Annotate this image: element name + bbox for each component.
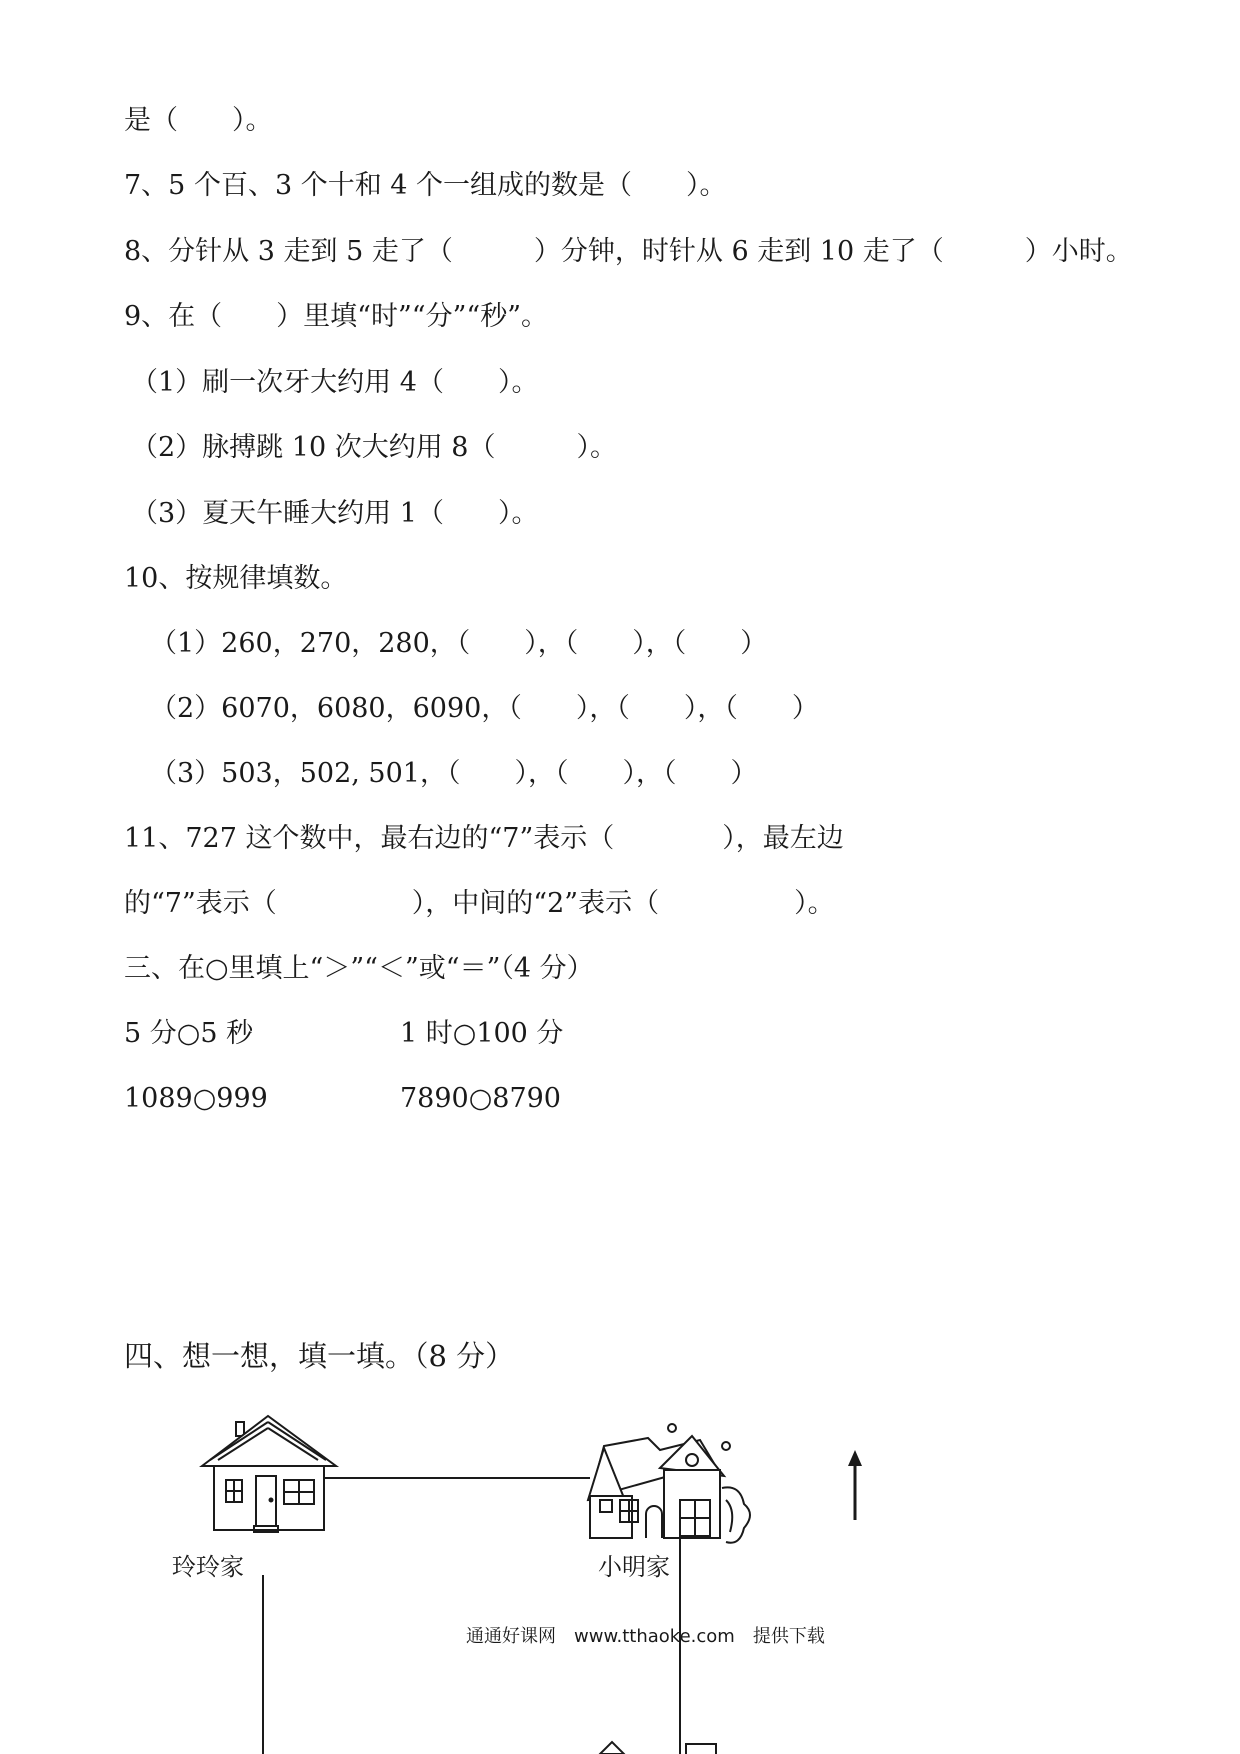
partial-box-shape bbox=[686, 1744, 716, 1754]
question-9-3: （3）夏天午睡大约用 1（ ）。 bbox=[131, 498, 539, 529]
question-10: 10、按规律填数。 bbox=[124, 563, 348, 594]
section-3-heading: 三、在○里填上“＞”“＜”或“＝”（4 分） bbox=[124, 953, 594, 984]
north-arrow-icon bbox=[848, 1450, 862, 1520]
section-4-heading: 四、想一想，填一填。（8 分） bbox=[124, 1339, 515, 1373]
question-8: 8、分针从 3 走到 5 走了（ ）分钟，时针从 6 走到 10 走了（ ）小时。 bbox=[124, 236, 1133, 267]
compare-item-3: 1089○999 bbox=[124, 1083, 268, 1114]
compare-item-1: 5 分○5 秒 bbox=[124, 1018, 254, 1049]
compare-item-4: 7890○8790 bbox=[400, 1083, 561, 1114]
question-line-continuation: 是（ ）。 bbox=[124, 105, 273, 136]
question-10-3: （3）503，502, 501，（ ），（ ），（ ） bbox=[150, 758, 758, 789]
question-10-2: （2）6070，6080，6090，（ ），（ ），（ ） bbox=[150, 693, 819, 724]
watermark: 通通好课网 www.tthaoke.com 提供下载 bbox=[466, 1626, 825, 1647]
partial-roof-shape bbox=[600, 1742, 624, 1754]
house-xiaoming-icon bbox=[588, 1424, 750, 1543]
question-10-1: （1）260，270，280，（ ），（ ），（ ） bbox=[150, 628, 768, 659]
question-7: 7、5 个百、3 个十和 4 个一组成的数是（ ）。 bbox=[124, 170, 727, 201]
house-xiaoming-label: 小明家 bbox=[598, 1553, 670, 1581]
question-11-line1: 11、727 这个数中，最右边的“7”表示（ ），最左边 bbox=[124, 823, 844, 854]
question-9: 9、在（ ）里填“时”“分”“秒”。 bbox=[124, 301, 548, 332]
question-11-line2: 的“7”表示（ ），中间的“2”表示（ ）。 bbox=[124, 888, 835, 919]
question-9-2: （2）脉搏跳 10 次大约用 8（ ）。 bbox=[131, 432, 617, 463]
question-9-1: （1）刷一次牙大约用 4（ ）。 bbox=[131, 367, 539, 398]
house-lingling-label: 玲玲家 bbox=[172, 1553, 244, 1581]
compare-item-2: 1 时○100 分 bbox=[400, 1018, 564, 1049]
house-lingling-icon bbox=[202, 1416, 336, 1532]
